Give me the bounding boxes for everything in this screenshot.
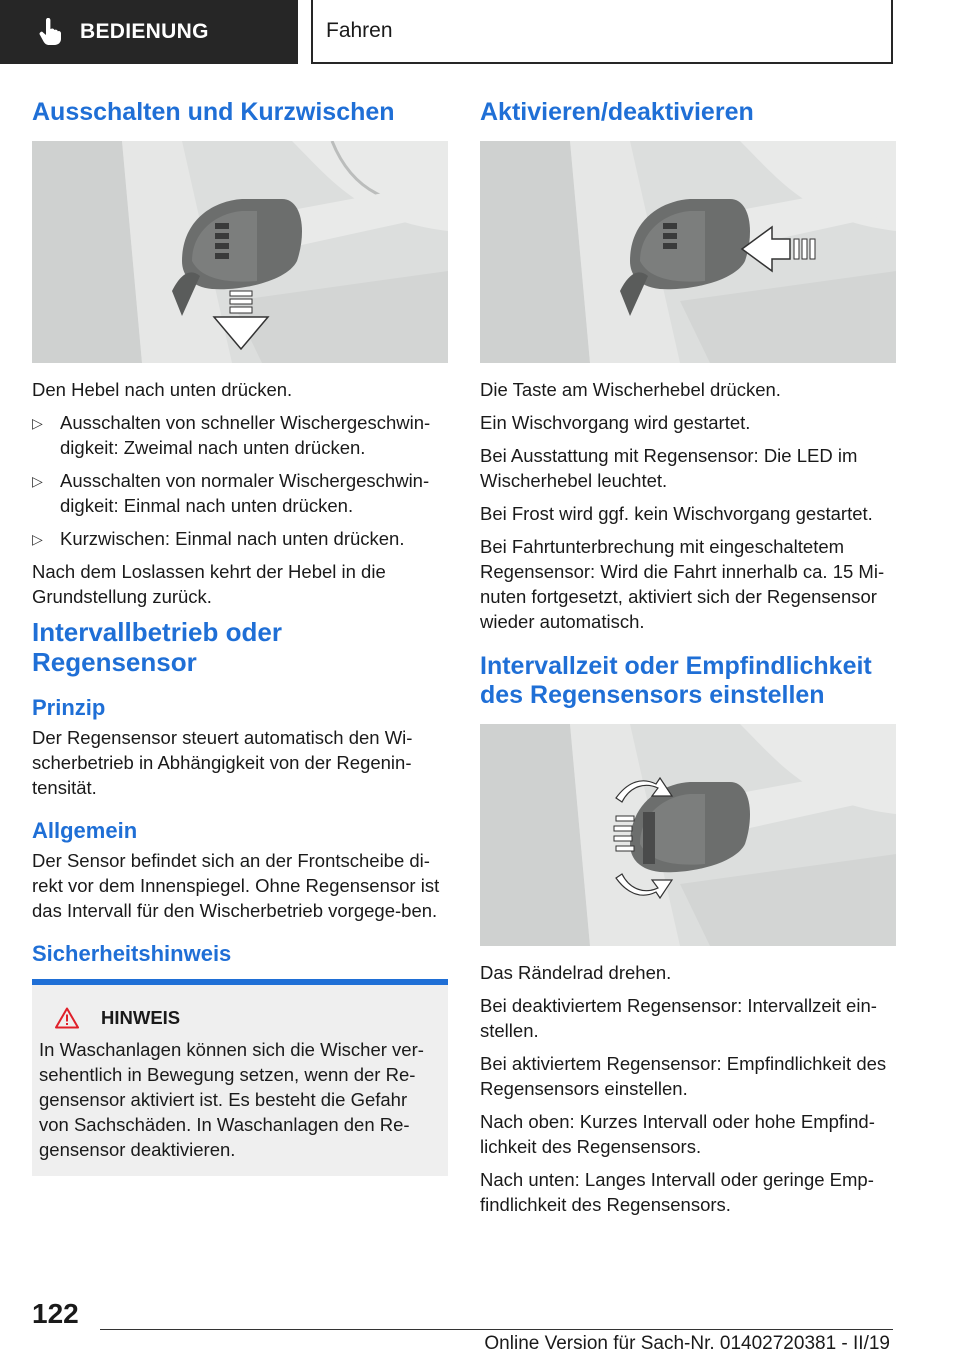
heading-prinzip: Prinzip <box>32 695 106 720</box>
body-text: Bei aktiviertem Regensensor: Empfindlichkeit des Regensensors einstellen. <box>480 1053 887 1099</box>
section-label: BEDIENUNG <box>80 20 209 43</box>
instruction-text: Den Hebel nach unten drücken. <box>32 379 293 400</box>
body-text: Nach oben: Kurzes Intervall oder hohe Empfind‐lichkeit des Regensensors. <box>480 1111 875 1157</box>
wiper-lever-down-illustration <box>32 141 448 363</box>
notice-header <box>55 1007 441 1029</box>
figure-wiper-lever-button <box>480 141 896 363</box>
body-text: Bei Frost wird ggf. kein Wischvorgang gestartet. <box>480 503 873 524</box>
instruction-text: Das Rändelrad drehen. <box>480 962 672 983</box>
triangle-bullet-icon: ▷ <box>32 473 43 489</box>
heading-intervallbetrieb: Intervallbetrieb oder Regensensor <box>32 617 282 677</box>
body-text: Bei Fahrtunterbrechung mit eingeschaltetem Regensensor: Wird die Fahrt innerhalb ca. 15 Mi‐nuten fortgesetzt, aktiviert sich der Regensensor wieder automatisch. <box>480 536 885 632</box>
warning-triangle-icon <box>55 1007 79 1029</box>
list-item: ▷ Ausschalten von normaler Wischergeschwin‐digkeit: Einmal nach unten drücken. <box>32 470 430 516</box>
heading-aktivieren: Aktivieren/deaktivieren <box>480 98 754 126</box>
wiper-lever-button-illustration <box>480 141 896 363</box>
instruction-text: Die Taste am Wischerhebel drücken. <box>480 379 781 400</box>
heading-intervallzeit: Intervallzeit oder Empfindlichkeit des Regensensors einstellen <box>480 652 872 709</box>
body-text: Bei Ausstattung mit Regensensor: Die LED im Wischerhebel leuchtet. <box>480 445 858 491</box>
wiper-thumbwheel-illustration <box>480 724 896 946</box>
notice-box <box>32 985 448 1176</box>
hand-pointer-icon <box>38 18 64 46</box>
figure-wiper-thumbwheel <box>480 724 896 946</box>
footer-text: Online Version für Sach-Nr. 01402720381 - II/19 <box>484 1333 890 1354</box>
heading-ausschalten: Ausschalten und Kurzwischen <box>32 98 395 126</box>
chapter-header <box>311 0 893 64</box>
right-column <box>480 98 896 1225</box>
heading-allgemein: Allgemein <box>32 818 138 843</box>
notice-title: HINWEIS <box>101 1007 181 1028</box>
body-text: Ein Wischvorgang wird gestartet. <box>480 412 751 433</box>
figure-wiper-lever-down <box>32 141 448 363</box>
body-text: Der Sensor befindet sich an der Frontscheibe di‐rekt vor dem Innenspiegel. Ohne Regensensor ist das Intervall für den Wischerbetrieb vorgege‐ben. <box>32 850 440 921</box>
page-number: 122 <box>32 1298 79 1329</box>
heading-sicherheitshinweis: Sicherheitshinweis <box>32 941 232 966</box>
footer-divider <box>100 1329 893 1330</box>
chapter-label: Fahren <box>326 19 393 42</box>
notice-text: In Waschanlagen können sich die Wischer ver‐sehentlich in Bewegung setzen, wenn der Re‐gensensor aktiviert ist. Es besteht die Gefahr von Sachschäden. In Waschanlagen den Re‐gensensor deaktivieren. <box>39 1039 424 1160</box>
bullet-list <box>32 410 448 551</box>
triangle-bullet-icon: ▷ <box>32 531 43 547</box>
triangle-bullet-icon: ▷ <box>32 415 43 431</box>
left-column <box>32 98 448 1176</box>
list-item: ▷ Ausschalten von schneller Wischergeschwin‐digkeit: Zweimal nach unten drücken. <box>32 412 431 458</box>
body-text: Nach dem Loslassen kehrt der Hebel in die Grundstellung zurück. <box>32 561 386 607</box>
body-text: Der Regensensor steuert automatisch den Wi‐scherbetrieb in Abhängigkeit von der Regenin‐tensität. <box>32 727 413 798</box>
body-text: Bei deaktiviertem Regensensor: Intervallzeit ein‐stellen. <box>480 995 877 1041</box>
body-text: Nach unten: Langes Intervall oder geringe Emp‐findlichkeit des Regensensors. <box>480 1169 874 1215</box>
section-tab <box>0 0 298 64</box>
list-item: ▷ Kurzwischen: Einmal nach unten drücken. <box>32 526 448 551</box>
